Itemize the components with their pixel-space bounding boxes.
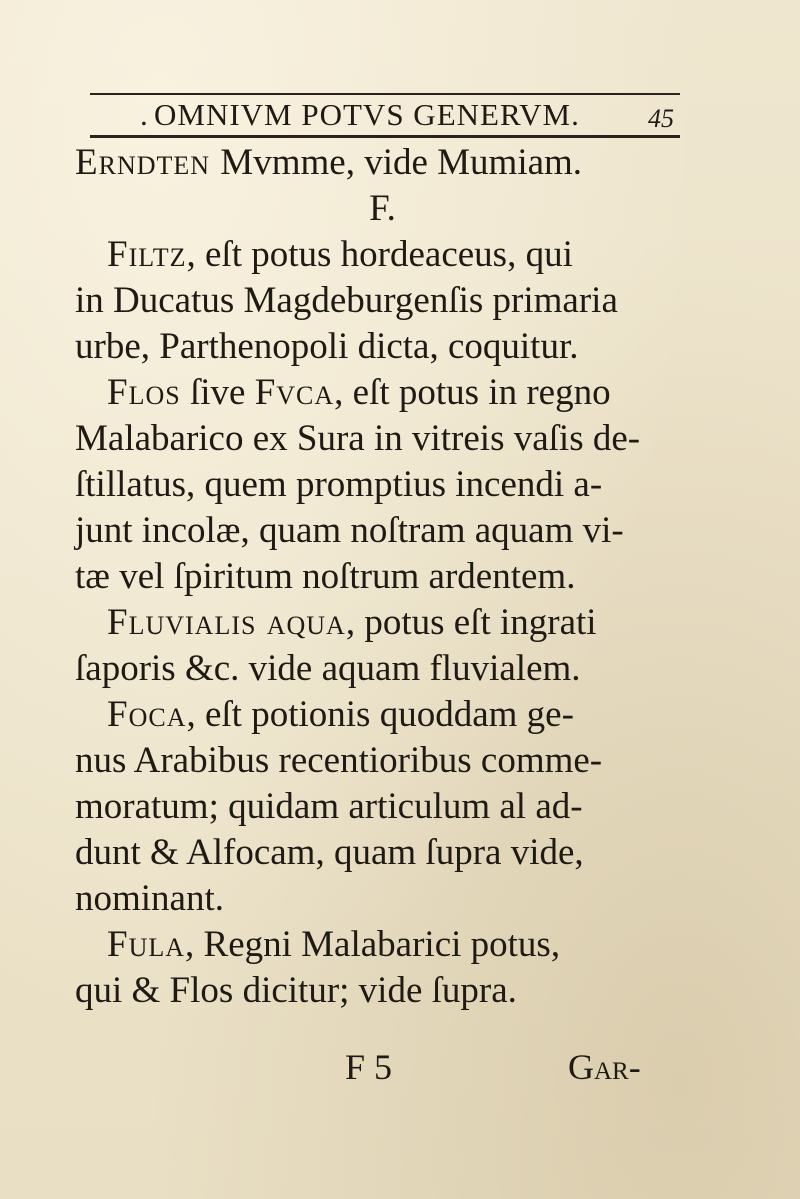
text-line: qui & Flos dicitur; vide ſupra. xyxy=(75,970,517,1011)
line-text: , vide Mumiam. xyxy=(345,142,583,183)
text-line xyxy=(75,922,690,968)
text-line xyxy=(75,600,690,646)
text-line: nus Arabibus recentioribus comme- xyxy=(75,740,603,781)
header-rule-top xyxy=(90,93,680,95)
entry-term: Fula xyxy=(107,924,186,965)
line-text: , eſt potus hordeaceus, qui xyxy=(186,234,573,275)
line-text: , eſt potus in regno xyxy=(334,372,611,413)
catch-line xyxy=(75,1044,690,1090)
text-line xyxy=(75,232,690,278)
text-line: dunt & Alfocam, quam ſupra vide, xyxy=(75,832,584,873)
line-text: , potus eſt ingrati xyxy=(345,602,597,643)
section-letter: F. xyxy=(369,188,396,229)
text-line: junt incolæ, quam noſtram aquam vi- xyxy=(75,510,624,551)
header-rule-bottom xyxy=(90,135,680,138)
text-line xyxy=(75,692,690,738)
entry-term: Fvca xyxy=(254,372,335,413)
entry-term: Erndten xyxy=(75,142,221,183)
running-head-title: OMNIVM POTVS GENERVM. xyxy=(154,97,580,132)
signature-mark: F 5 xyxy=(345,1047,393,1087)
body-text xyxy=(75,140,690,1014)
entry-term: Foca xyxy=(107,694,187,735)
line-text: , Regni Malabarici potus, xyxy=(185,924,561,965)
text-line xyxy=(75,370,690,416)
entry-term: Flos xyxy=(107,372,181,413)
text-line: urbe, Parthenopoli dicta, coquitur. xyxy=(75,326,579,367)
entry-term: Filtz xyxy=(107,234,187,275)
running-head xyxy=(140,96,680,134)
catchword: Gar- xyxy=(568,1047,641,1087)
line-text: ſive xyxy=(180,372,255,413)
text-line: moratum; quidam articulum al ad- xyxy=(75,786,583,827)
entry-term: Fluvialis aqua xyxy=(107,602,346,643)
entry-term-caps: Mvmme xyxy=(220,142,346,183)
text-line: Malabarico ex Sura in vitreis vaſis de- xyxy=(75,418,641,459)
text-line: tæ vel ſpiritum noſtrum ardentem. xyxy=(75,556,576,597)
text-line: ſaporis &c. vide aquam fluvialem. xyxy=(75,648,581,689)
text-line: ſtillatus, quem promptius incendi a- xyxy=(75,464,603,505)
page-number: 45 xyxy=(648,104,674,133)
running-head-dot: . xyxy=(140,97,149,132)
text-line xyxy=(75,140,690,186)
line-text: , eſt potionis quoddam ge- xyxy=(186,694,574,735)
text-line: in Ducatus Magdeburgenſis primaria xyxy=(75,280,618,321)
text-line: nominant. xyxy=(75,878,225,919)
